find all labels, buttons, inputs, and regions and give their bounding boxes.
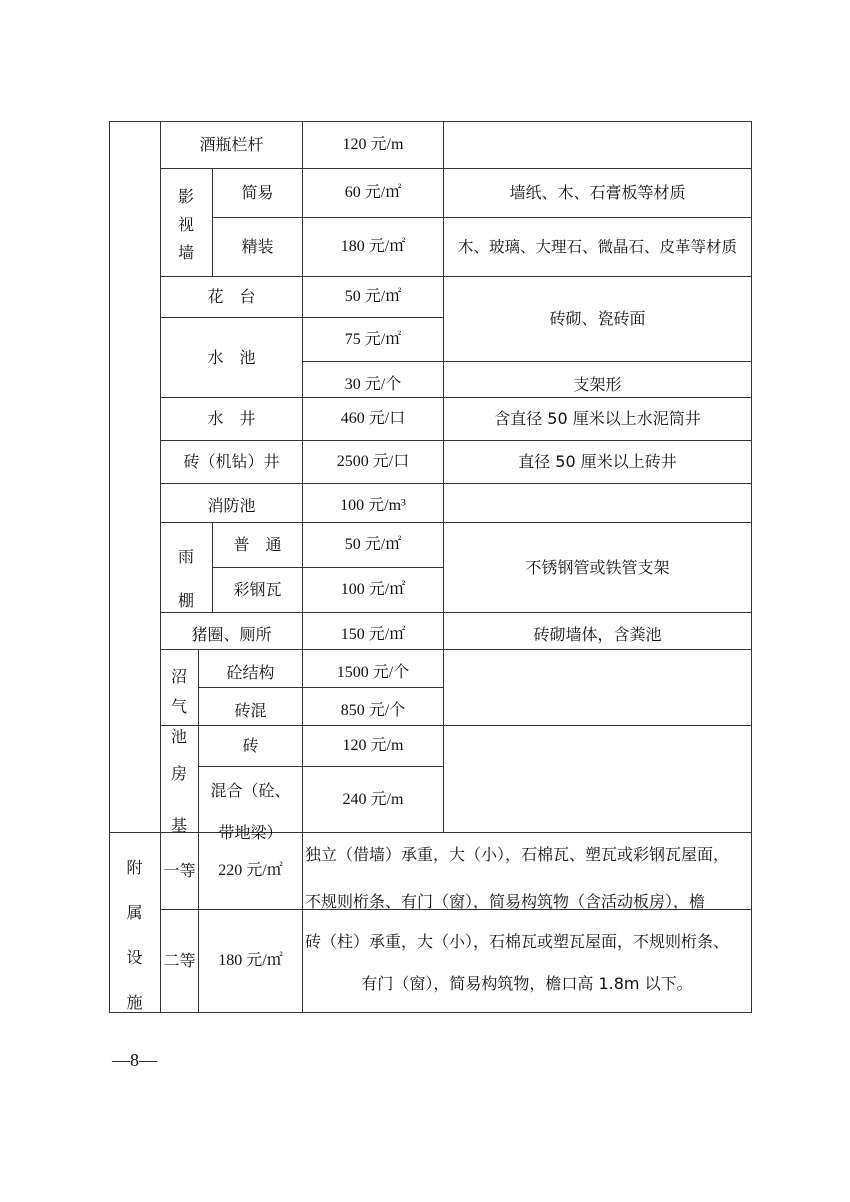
cell-name-zhuanjing: 砖（机钻）井 — [183, 452, 280, 472]
cell-group-fushu — [110, 833, 160, 1012]
cell-grade-erdeng: 二等 — [163, 951, 196, 971]
page-number: —8— — [112, 1050, 157, 1070]
cell-price-caigangwa: 100 元/㎡ — [340, 581, 406, 599]
group-label-yupeng: 雨棚 — [178, 547, 195, 610]
cell-desc-erdeng-1: 砖（柱）承重，大（小），石棉瓦或塑瓦屋面，不规则桁条、 — [305, 932, 730, 952]
cell-price-jingzhuang: 180 元/㎡ — [340, 238, 406, 256]
cell-group-zhaoqi — [161, 650, 198, 746]
cell-price-xiaofang: 100 元/m³ — [340, 497, 406, 515]
cell-name-putong: 普 通 — [233, 535, 282, 555]
cell-price-shuichi-1: 75 元/㎡ — [344, 330, 402, 348]
group-label-zhaoqi: 沼气池 — [171, 667, 188, 746]
group-label-fangji: 房基 — [171, 764, 188, 835]
cell-price-zhuanhun: 850 元/个 — [340, 701, 406, 719]
cell-desc-yideng-2: 不规则桁条、有门（窗），简易构筑物（含活动板房），檐 — [305, 892, 706, 912]
cell-note-huatai-shuichi: 砖砌、瓷砖面 — [549, 309, 646, 329]
cell-name-jianyi: 简易 — [241, 183, 274, 203]
cell-name-zhuanhun: 砖混 — [234, 700, 267, 720]
group-label-yingshi: 影视墙 — [178, 187, 195, 262]
cell-group-yingshi — [161, 169, 212, 276]
cell-note-jiuping — [444, 122, 751, 168]
cell-group-fangji — [161, 726, 198, 835]
cell-note-zhujuan: 砖砌墙体，含粪池 — [533, 625, 662, 645]
cell-name-shuichi: 水 池 — [207, 347, 256, 367]
hunhe-line1: 混合（砼、 — [210, 781, 291, 800]
cell-desc-yideng-1: 独立（借墙）承重，大（小），石棉瓦、塑瓦或彩钢瓦屋面， — [305, 845, 730, 865]
group-label-fushu: 附属设施 — [126, 858, 143, 1012]
hunhe-line2: 带地梁） — [218, 823, 283, 842]
cell-note-zhuanjing: 直径 50 厘米以上砖井 — [518, 452, 677, 472]
cell-price-tong: 1500 元/个 — [336, 663, 410, 681]
cell-price-yideng: 220 元/㎡ — [218, 862, 283, 880]
cell-name-huatai: 花 台 — [207, 287, 256, 307]
cell-price-jianyi: 60 元/㎡ — [344, 184, 402, 202]
table-border-bottom — [109, 1012, 752, 1013]
cell-group-yupeng — [161, 523, 212, 612]
cell-price-shuijing: 460 元/口 — [340, 410, 406, 428]
cell-name-caigangwa: 彩钢瓦 — [233, 580, 282, 600]
cell-price-hunhe: 240 元/m — [342, 790, 404, 808]
cell-price-zhuan: 120 元/m — [342, 737, 404, 755]
cell-note-shuichi-2: 支架形 — [573, 374, 622, 394]
cell-name-xiaofang: 消防池 — [207, 496, 256, 516]
cell-name-zhuan: 砖 — [242, 736, 259, 756]
cell-price-erdeng: 180 元/㎡ — [218, 952, 283, 970]
cell-note-jianyi: 墙纸、木、石膏板等材质 — [509, 183, 686, 203]
cell-grade-yideng: 一等 — [163, 861, 196, 881]
cell-note-jingzhuang: 木、玻璃、大理石、微晶石、皮革等材质 — [457, 237, 737, 256]
cell-name-zhujuan: 猪圈、厕所 — [191, 625, 272, 645]
cell-price-jiuping: 120 元/m — [342, 136, 404, 154]
cell-note-yupeng: 不锈钢管或铁管支架 — [525, 557, 670, 577]
cell-note-xiaofang — [444, 484, 751, 522]
cell-price-putong: 50 元/㎡ — [344, 536, 402, 554]
cell-note-shuijing: 含直径 50 厘米以上水泥筒井 — [494, 409, 701, 429]
cell-name-shuijing: 水 井 — [207, 409, 256, 429]
cell-price-zhujuan: 150 元/㎡ — [340, 626, 406, 644]
table-border-right — [751, 121, 752, 1013]
cell-price-shuichi-2: 30 元/个 — [344, 375, 402, 393]
cell-name-tong: 砼结构 — [226, 662, 275, 682]
cell-name-jingzhuang: 精装 — [241, 237, 274, 257]
cell-name-jiuping: 酒瓶栏杆 — [199, 135, 264, 155]
cell-name-hunhe — [199, 767, 302, 842]
cell-price-zhuanjing: 2500 元/口 — [336, 453, 410, 471]
cell-desc-erdeng-2: 有门（窗），简易构筑物，檐口高 1.8m 以下。 — [361, 974, 693, 994]
cell-price-huatai: 50 元/㎡ — [344, 288, 402, 306]
